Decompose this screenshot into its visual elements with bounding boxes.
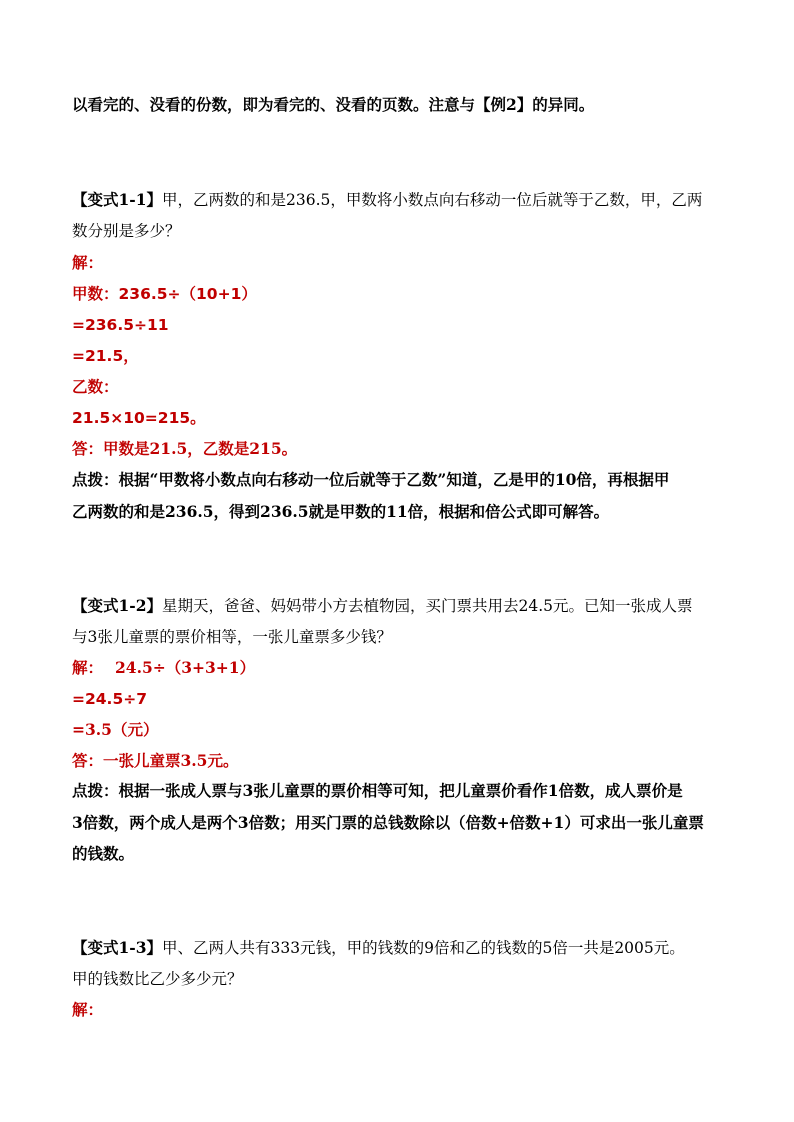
intro-text: 以看完的、没看的份数，即为看完的、没看的页数。注意与【例2】的异同。	[72, 95, 595, 114]
hint-line: 乙两数的和是236.5，得到236.5就是甲数的11倍，根据和倍公式即可解答。	[72, 502, 610, 521]
solution-step: =24.5÷7	[72, 690, 148, 708]
question-text: 甲、乙两人共有333元钱，甲的钱数的9倍和乙的钱数的5倍一共是2005元。	[162, 939, 685, 957]
solution-step: 24.5÷（3+3+1）	[115, 658, 256, 677]
hint-line: 点拨：根据“甲数将小数点向右移动一位后就等于乙数”知道，乙是甲的10倍，再根据甲	[72, 470, 670, 489]
question-1-3-line-2: 甲的钱数比乙少多少元？	[72, 970, 243, 988]
question-text: 星期天，爸爸、妈妈带小方去植物园，买门票共用去24.5元。已知一张成人票	[162, 597, 693, 615]
hint-line: 点拨：根据一张成人票与3张儿童票的票价相等可知，把儿童票价看作1倍数，成人票价是	[72, 781, 683, 800]
question-1-2-line-1	[72, 596, 693, 616]
answer: 答：一张儿童票3.5元。	[72, 751, 239, 770]
hint-line: 的钱数。	[72, 844, 135, 863]
solution-step: 乙数：	[72, 377, 119, 396]
solution-label: 解：	[72, 1000, 104, 1019]
question-1-3-line-1	[72, 938, 685, 958]
solution-label: 解：	[72, 253, 104, 272]
question-1-2-line-2: 与3张儿童票的票价相等，一张儿童票多少钱？	[72, 628, 392, 646]
solution-step: =3.5（元）	[72, 720, 159, 739]
variant-tag: 【变式1-3】	[72, 938, 163, 957]
variant-tag: 【变式1-2】	[72, 596, 163, 615]
solution-step: 21.5×10=215。	[72, 409, 206, 427]
answer: 答：甲数是21.5，乙数是215。	[72, 439, 298, 458]
question-text: 甲，乙两数的和是236.5，甲数将小数点向右移动一位后就等于乙数，甲，乙两	[162, 191, 703, 209]
question-1-1-line-2: 数分别是多少？	[72, 222, 181, 240]
solution-label: 解：	[72, 658, 104, 677]
solution-step: =236.5÷11	[72, 316, 169, 334]
solution-step: =21.5，	[72, 347, 139, 365]
solution-line	[72, 658, 255, 678]
question-1-1-line-1	[72, 190, 702, 210]
hint-line: 3倍数，两个成人是两个3倍数；用买门票的总钱数除以（倍数+倍数+1）可求出一张儿童票	[72, 813, 704, 832]
variant-tag: 【变式1-1】	[72, 190, 163, 209]
solution-step: 甲数：236.5÷（10+1）	[72, 285, 257, 303]
